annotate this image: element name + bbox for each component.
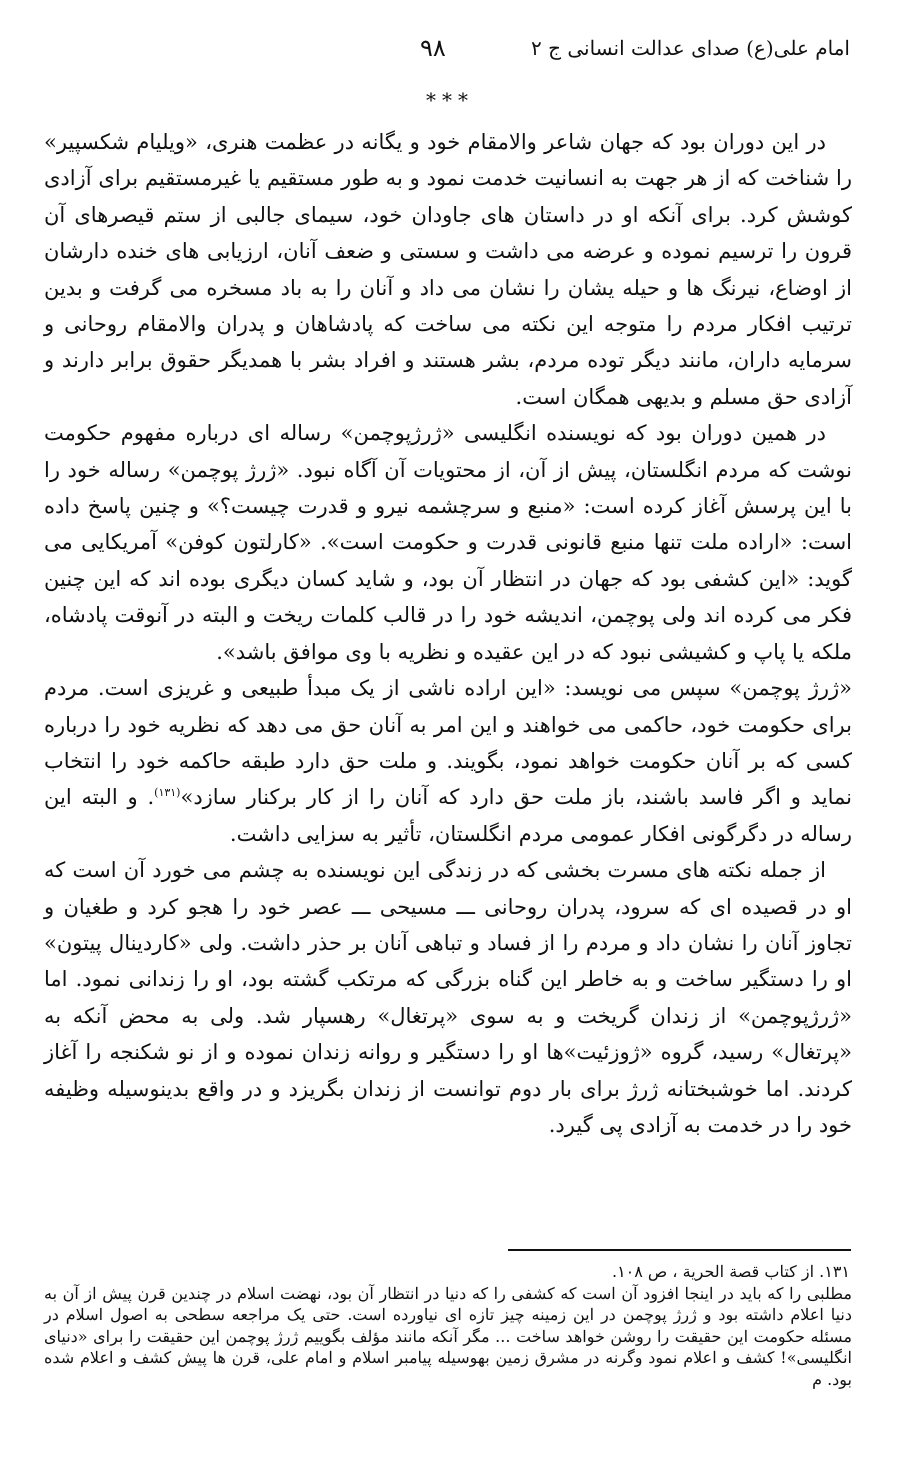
paragraph-4: از جمله نکته های مسرت بخشی که در زندگی این نویسنده به چشم می خورد آن است که او در قصیده ای که سرود، پدران روحانی ـــ مسیحی ـــ عصر خود را هجو کرد و طغیان و تجاوز آنان را نشان داد و مردم را از فساد و تباهی آنان بر حذر داشت. ولی «کاردینال پیتون» او را دستگیر ساخت و به خاطر این گناه بزرگی که مرتکب گشته بود، او را زندانی نمود. اما «ژرژپوچمن» از زندان گریخت و به سوی «پرتغال» رهسپار شد. ولی به محض آنکه به «پرتغال» رسید، گروه «ژوزئیت»ها او را دستگیر و روانه زندان نموده و از نو شکنجه را آغاز کردند. اما خوشبختانه ژرژ برای بار دوم توانست از زندان بگریزد و در واقع بدینوسیله وظیفه خود را در خدمت به آزادی پی گیرد. [44,858,852,1137]
footnote-divider [508,1249,851,1251]
page-number: ۹۸ [420,34,446,62]
page-header [0,36,900,68]
paragraph-1: در این دوران بود که جهان شاعر والامقام خود و یگانه در عظمت هنری، «ویلیام شکسپیر» را شناخت که از هر جهت به انسانیت خدمت نمود و به طور مستقیم یا غیرمستقیم برای آزادی کوشش کرد. برای آنکه او در داستان های جاودان خود، سیمای جالبی از ستم قیصرهای آن قرون را ترسیم نموده و عرضه می داشت و سستی و ضعف آنان، ارزیابی های خنده دارشان از اوضاع، نیرنگ ها و حیله یشان را نشان می داد و آنان را به باد مسخره می گرفت و بدین ترتیب افکار مردم را متوجه این نکته می ساخت که پادشاهان و پدران والامقام روحانی و سرمایه داران، مانند دیگر توده مردم، بشر هستند و افراد بشر با همدیگر حقوق برابر دارند و آزادی حق مسلم و بدیهی همگان است. [44,130,852,409]
paragraph-3 [44,670,852,852]
footnote-1-text: از کتاب قصة الحرية ، ص ۱۰۸. [611,1262,815,1281]
body-text [44,124,852,1143]
footnote-2: مطلبی را که باید در اینجا افزود آن است که کشفی را که دنیا در انتظار آن بود، نهضت اسلام در چندین قرن پیش از آن به دنیا اعلام داشته بود و ژرژ پوچمن در این زمینه چیز تازه ای نیاورده است. حتی یک مراجعه سطحی به اصول اسلام در مسئله حکومت این حقیقت را روشن خواهد ساخت ... مگر آنکه مانند مؤلف بگوییم ژرژ پوچمن این حقیقت را برای «دنیای انگلیسی»! کشف و اعلام نمود وگرنه در مشرق زمین بهوسیله پیامبر اسلام و امام علی، قرن ها پیش کشف و اعلام شده بود. م [44,1283,853,1389]
section-separator: *** [426,88,474,112]
book-title: امام علی(ع) صدای عدالت انسانی ج ۲ [530,36,850,60]
paragraph-2: در همین دوران بود که نویسنده انگلیسی «ژرژپوچمن» رساله ای درباره مفهوم حکومت نوشت که مردم انگلستان، پیش از آن، از محتویات آن آگاه نبود. «ژرژ پوچمن» رساله خود را با این پرسش آغاز کرده است: «منبع و سرچشمه نیرو و قدرت چیست؟» و چنین پاسخ داده است: «اراده ملت تنها منبع قانونی قدرت و حکومت است». «کارلتون کوفن» آمریکایی می گوید: «این کشفی بود که جهان در انتظار آن بود، و شاید کسان دیگری بوده اند که این چنین فکر می کرده اند ولی پوچمن، اندیشه خود را در قالب کلمات ریخت و البته در آنوقت پادشاه، ملکه یا پاپ و کشیشی نبود که در این عقیده و نظریه با وی موافق باشد». [44,421,852,664]
footnote-1 [44,1261,852,1283]
footnote-reference[interactable]: (۱۳۱) [154,786,181,800]
footnotes [44,1261,852,1390]
footnote-1-number: ۱۳۱. [819,1262,850,1281]
paragraph-3-tail: . و البته این رساله در دگرگونی افکار عمومی مردم انگلستان، تأثیر به سزایی داشت. [44,785,852,846]
paragraph-3-main: «ژرژ پوچمن» سپس می نویسد: «این اراده ناشی از یک مبدأ طبیعی و غریزی است. مردم برای حکومت خود، حاکمی می خواهند و این امر به آنان حق می دهد که نظریه خود را درباره کسی که بر آنان حکومت خواهد نمود، بگویند. و ملت حق دارد طبقه حاکمه خود را انتخاب نماید و اگر فاسد باشند، باز ملت حق دارد که آنان را از کار برکنار سازد» [44,676,852,810]
